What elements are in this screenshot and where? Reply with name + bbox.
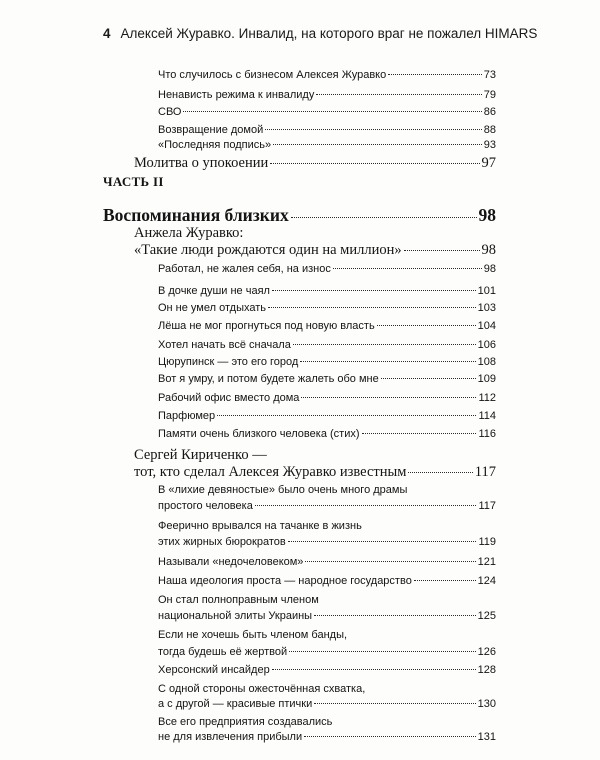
dot-leader xyxy=(333,267,482,269)
toc-page-number: 116 xyxy=(478,428,496,440)
toc-page-number: 109 xyxy=(477,373,496,385)
toc-page-number: 126 xyxy=(477,646,496,658)
toc-entry-line1: Все его предприятия создавались xyxy=(158,716,333,728)
toc-page-number: 130 xyxy=(477,698,496,710)
toc-entry[interactable]: Что случилось с бизнесом Алексея Журавко 73 xyxy=(158,69,496,81)
toc-page-number: 114 xyxy=(478,410,496,422)
dot-leader xyxy=(381,377,476,379)
dot-leader xyxy=(217,414,476,416)
dot-leader xyxy=(272,289,476,291)
toc-page-number: 79 xyxy=(483,89,496,101)
toc-page-number: 101 xyxy=(477,285,496,297)
toc-entry[interactable]: национальной элиты Украины 125 xyxy=(158,610,496,622)
toc-entry[interactable]: Вот я умру, и потом будете жалеть обо мне 109 xyxy=(158,373,496,385)
dot-leader xyxy=(289,650,475,652)
toc-page-number: 124 xyxy=(477,575,496,587)
toc-entry[interactable]: Лёша не мог прогнуться под новую власть 104 xyxy=(158,320,496,332)
toc-entry[interactable]: В дочке души не чаял 101 xyxy=(158,285,496,297)
toc-entry[interactable]: Памяти очень близкого человека (стих) 116 xyxy=(158,428,496,440)
toc-entry[interactable]: СВО 86 xyxy=(158,106,496,118)
toc-page-number: 108 xyxy=(477,356,496,368)
dot-leader xyxy=(268,306,476,308)
toc-entry[interactable]: Рабочий офис вместо дома 112 xyxy=(158,392,496,404)
toc-page-number: 117 xyxy=(478,500,496,512)
toc-entry[interactable]: Ненависть режима к инвалиду 79 xyxy=(158,89,496,101)
dot-leader xyxy=(414,579,476,581)
toc-page-number: 119 xyxy=(478,536,496,548)
dot-leader xyxy=(314,614,476,616)
toc-page-number: 117 xyxy=(474,464,496,480)
dot-leader xyxy=(304,735,476,737)
toc-page-number: 98 xyxy=(481,242,496,258)
dot-leader xyxy=(388,73,482,75)
toc-entry[interactable]: Молитва о упокоении 97 xyxy=(134,155,496,171)
part-title-entry[interactable] xyxy=(103,205,496,226)
dot-leader xyxy=(301,396,476,398)
toc-page-number: 104 xyxy=(477,320,496,332)
part-title: Воспоминания близких xyxy=(103,205,289,225)
toc-entry[interactable]: «Последняя подпись» 93 xyxy=(158,139,496,151)
toc-page-number: 86 xyxy=(483,106,496,118)
dot-leader xyxy=(362,432,477,434)
toc-entry[interactable]: Возвращение домой 88 xyxy=(158,124,496,136)
toc-page-number: 112 xyxy=(478,392,496,404)
dot-leader xyxy=(273,143,482,145)
toc-page-number: 73 xyxy=(483,69,496,81)
section-title-entry[interactable]: «Такие люди рождаются один на миллион» 98 xyxy=(134,242,496,258)
part-label: ЧАСТЬ II xyxy=(103,174,164,189)
toc-entry[interactable]: Работал, не жалея себя, на износ 98 xyxy=(158,263,496,275)
toc-page-number: 97 xyxy=(481,155,496,171)
toc-entry-line1: В «лихие девяностые» было очень много драмы xyxy=(158,484,408,496)
toc-page-number: 93 xyxy=(483,139,496,151)
toc-page-number: 131 xyxy=(477,731,496,743)
toc-entry[interactable]: Хотел начать всё сначала 106 xyxy=(158,339,496,351)
running-header xyxy=(103,26,537,41)
dot-leader xyxy=(404,249,480,251)
toc-entry[interactable]: Херсонский инсайдер 128 xyxy=(158,664,496,676)
toc-page-number: 128 xyxy=(477,664,496,676)
toc-entry-line1: С одной стороны ожесточённая схватка, xyxy=(158,683,366,695)
dot-leader xyxy=(305,560,475,562)
dot-leader xyxy=(300,360,475,362)
toc-page-number: 106 xyxy=(477,339,496,351)
dot-leader xyxy=(270,162,479,164)
dot-leader xyxy=(272,668,476,670)
dot-leader xyxy=(408,471,472,473)
toc-entry[interactable]: Цюрупинск — это его город 108 xyxy=(158,356,496,368)
toc-page-number: 125 xyxy=(477,610,496,622)
section-author: Анжела Журавко: xyxy=(134,225,244,241)
toc-entry[interactable]: тогда будешь её жертвой 126 xyxy=(158,646,496,658)
toc-page-number: 103 xyxy=(477,302,496,314)
dot-leader xyxy=(377,324,476,326)
toc-entry[interactable]: а с другой — красивые птички 130 xyxy=(158,698,496,710)
dot-leader xyxy=(288,540,477,542)
toc-page-number: 98 xyxy=(478,205,496,225)
section-author: Сергей Кириченко — xyxy=(134,447,267,463)
toc-entry[interactable]: Называли «недочеловеком» 121 xyxy=(158,556,496,568)
toc-entry-line1: Если не хочешь быть членом банды, xyxy=(158,629,348,641)
toc-entry-line1: Он стал полноправным членом xyxy=(158,594,319,606)
dot-leader xyxy=(183,110,481,112)
toc-page-number: 88 xyxy=(483,124,496,136)
dot-leader xyxy=(255,504,477,506)
running-title: Алексей Журавко. Инвалид, на которого враг не пожалел HIMARS xyxy=(120,26,538,41)
toc-entry-line1: Феерично врывался на тачанке в жизнь xyxy=(158,520,362,532)
toc-page-number: 121 xyxy=(477,556,496,568)
toc-entry[interactable]: этих жирных бюрократов 119 xyxy=(158,536,496,548)
dot-leader xyxy=(265,128,481,130)
dot-leader xyxy=(316,93,481,95)
toc-entry[interactable]: Парфюмер 114 xyxy=(158,410,496,422)
toc-entry[interactable]: Наша идеология проста — народное государство 124 xyxy=(158,575,496,587)
toc-entry[interactable]: не для извлечения прибыли 131 xyxy=(158,731,496,743)
section-title-entry[interactable]: тот, кто сделал Алексея Журавко известным 117 xyxy=(134,464,496,480)
page-number: 4 xyxy=(103,26,111,41)
dot-leader xyxy=(293,343,476,345)
dot-leader xyxy=(314,702,475,704)
dot-leader xyxy=(291,216,477,218)
toc-entry[interactable]: простого человека 117 xyxy=(158,500,496,512)
toc-page-number: 98 xyxy=(483,263,496,275)
toc-entry[interactable]: Он не умел отдыхать 103 xyxy=(158,302,496,314)
